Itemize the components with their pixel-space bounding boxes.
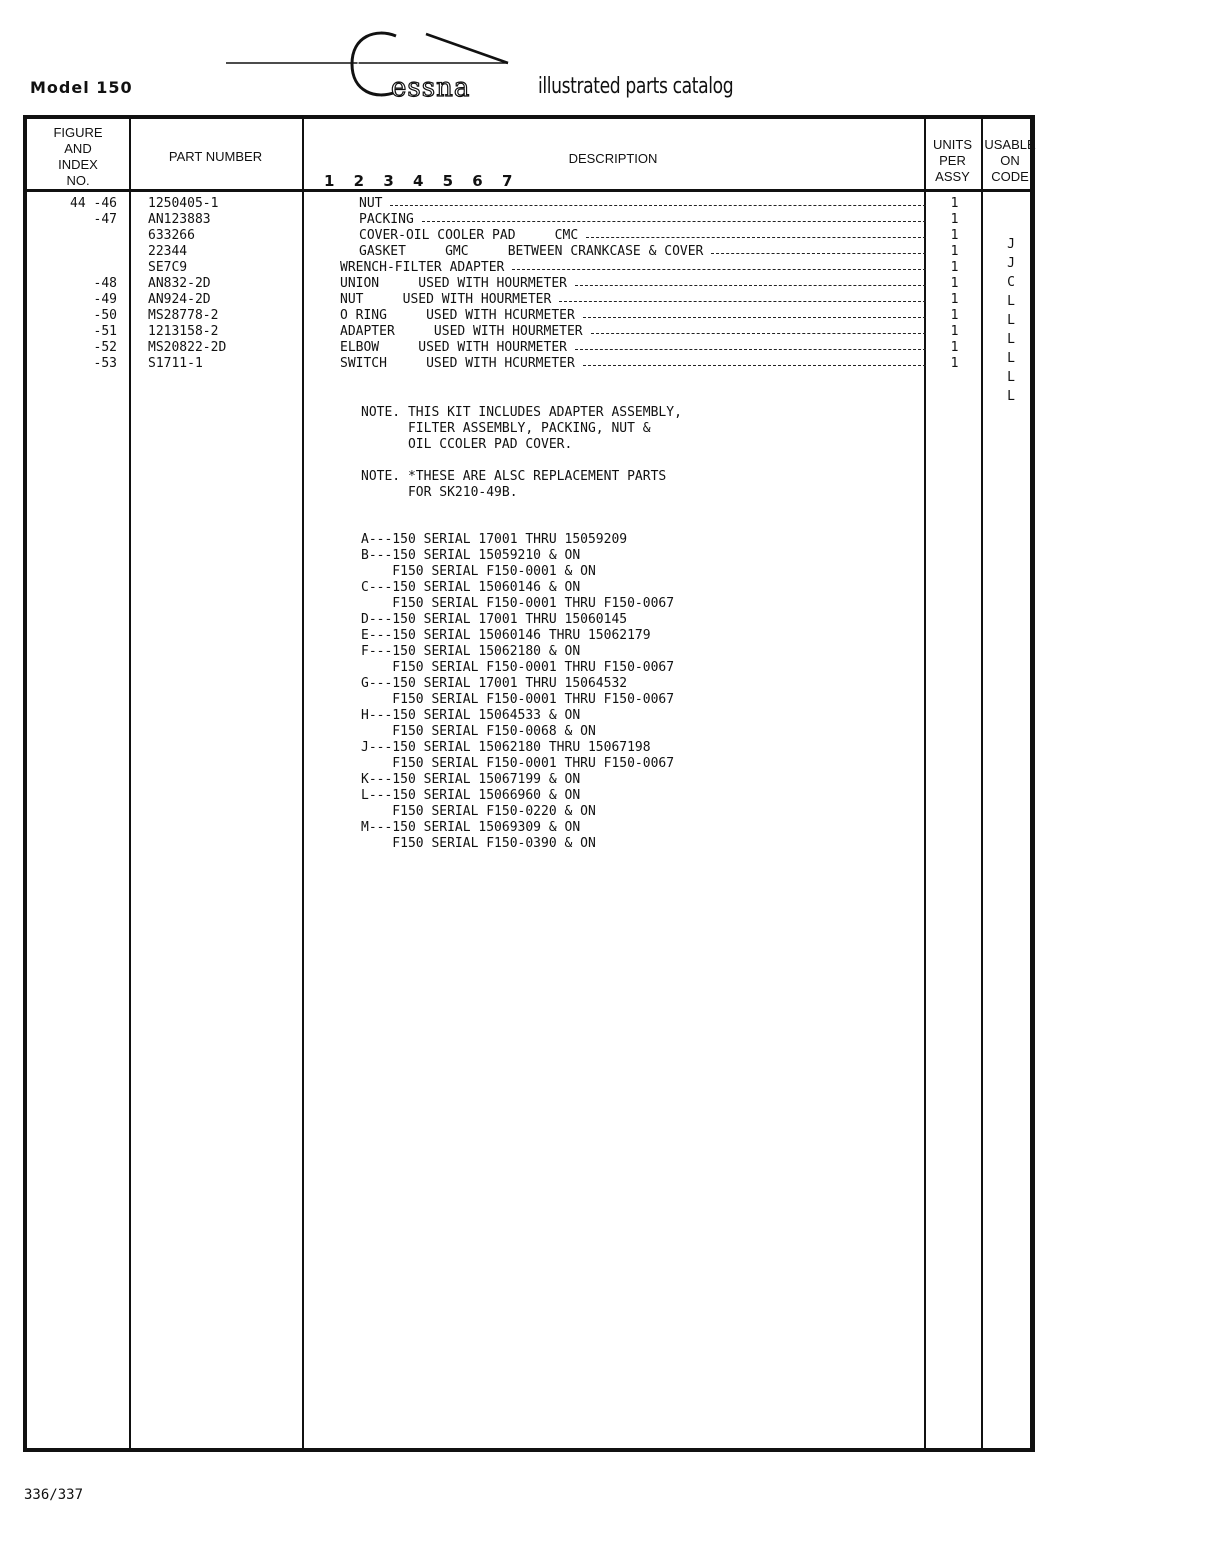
note (361, 405, 682, 453)
index-cell: -52 (93, 340, 117, 355)
leader-dashes (390, 205, 926, 206)
serial-code-line: C---150 SERIAL 15060146 & ON (361, 580, 581, 595)
leader-dashes (575, 285, 926, 286)
part-number-cell: 1250405-1 (148, 196, 219, 211)
description-text: O RING USED WITH HCURMETER (340, 308, 575, 323)
part-number-cell: MS28778-2 (148, 308, 219, 323)
units-cell: 1 (950, 228, 959, 243)
code-cell: J (1007, 256, 1015, 271)
code-cell: L (1007, 370, 1015, 385)
note-line: FILTER ASSEMBLY, PACKING, NUT & (361, 421, 651, 436)
part-number-cell: 1213158-2 (148, 324, 219, 339)
part-number-cell: AN123883 (148, 212, 211, 227)
note-line: NOTE. THIS KIT INCLUDES ADAPTER ASSEMBLY, (361, 405, 682, 420)
description-text: NUT (359, 196, 383, 211)
description-cell (340, 196, 926, 212)
leader-dashes (559, 301, 926, 302)
units-cell: 1 (950, 356, 959, 371)
leader-dashes (583, 365, 926, 366)
code-cell: J (1007, 237, 1015, 252)
description-column (340, 196, 926, 372)
description-text: PACKING (359, 212, 414, 227)
serial-code-line: M---150 SERIAL 15069309 & ON (361, 820, 581, 835)
code-cell: L (1007, 294, 1015, 309)
usable-header: USABLE ON CODE (984, 137, 1036, 184)
part-column (148, 196, 298, 372)
index-column (27, 196, 117, 372)
description-text: ADAPTER USED WITH HOURMETER (340, 324, 583, 339)
serial-code-line: F150 SERIAL F150-0001 & ON (361, 564, 596, 579)
index-cell: -50 (93, 308, 117, 323)
description-cell (340, 340, 926, 356)
part-number-cell: S1711-1 (148, 356, 203, 371)
part-number-cell: MS20822-2D (148, 340, 227, 355)
leader-dashes (583, 317, 926, 318)
description-cell (340, 276, 926, 292)
units-cell: 1 (950, 324, 959, 339)
serial-code-line: F150 SERIAL F150-0390 & ON (361, 836, 596, 851)
leader-dashes (512, 269, 926, 270)
index-cell: 44 -46 (70, 196, 117, 211)
description-cell (340, 212, 926, 228)
units-cell: 1 (950, 276, 959, 291)
code-column (983, 196, 1039, 405)
leader-dashes (711, 253, 926, 254)
description-text: GASKET GMC BETWEEN CRANKCASE & COVER (359, 244, 704, 259)
units-cell: 1 (950, 340, 959, 355)
serial-code-line: D---150 SERIAL 17001 THRU 15060145 (361, 612, 628, 627)
serial-code-line: B---150 SERIAL 15059210 & ON (361, 548, 581, 563)
index-cell: -53 (93, 356, 117, 371)
description-cell (340, 308, 926, 324)
page-number: 336/337 (24, 1487, 84, 1503)
note-line: NOTE. *THESE ARE ALSC REPLACEMENT PARTS (361, 469, 667, 484)
units-cell: 1 (950, 212, 959, 227)
description-text: UNION USED WITH HOURMETER (340, 276, 567, 291)
code-cell (983, 215, 1039, 234)
note (361, 469, 682, 501)
description-text: SWITCH USED WITH HCURMETER (340, 356, 575, 371)
index-cell (27, 260, 117, 276)
catalog-subtitle: illustrated parts catalog (538, 74, 734, 99)
serial-code-line: J---150 SERIAL 15062180 THRU 15067198 (361, 740, 651, 755)
serial-code-line: F150 SERIAL F150-0001 THRU F150-0067 (361, 692, 675, 707)
serial-code-line: F150 SERIAL F150-0001 THRU F150-0067 (361, 596, 675, 611)
description-cell (340, 228, 926, 244)
description-text: COVER-OIL COOLER PAD CMC (359, 228, 579, 243)
description-cell (340, 244, 926, 260)
serial-code-line: H---150 SERIAL 15064533 & ON (361, 708, 581, 723)
units-cell: 1 (950, 196, 959, 211)
units-cell: 1 (950, 260, 959, 275)
part-number-header: PART NUMBER (168, 149, 263, 164)
index-cell: -47 (93, 212, 117, 227)
units-cell: 1 (950, 308, 959, 323)
serial-code-line: F---150 SERIAL 15062180 & ON (361, 644, 581, 659)
code-cell: L (1007, 389, 1015, 404)
leader-dashes (591, 333, 926, 334)
units-cell: 1 (950, 292, 959, 307)
leader-dashes (586, 237, 926, 238)
note-line: FOR SK210-49B. (361, 485, 518, 500)
description-text: WRENCH-FILTER ADAPTER (340, 260, 505, 275)
description-cell (340, 324, 926, 340)
description-cell (340, 292, 926, 308)
description-header: DESCRIPTION (568, 151, 658, 166)
serial-code-line: L---150 SERIAL 15066960 & ON (361, 788, 581, 803)
leader-dashes (575, 349, 926, 350)
index-cell: -48 (93, 276, 117, 291)
part-number-cell: 633266 (148, 228, 195, 243)
part-number-cell: AN924-2D (148, 292, 211, 307)
header-rule (27, 189, 1030, 192)
cessna-logo (226, 26, 526, 106)
code-cell: L (1007, 332, 1015, 347)
part-number-cell: SE7C9 (148, 260, 188, 275)
units-header: UNITS PER ASSY (933, 137, 972, 184)
serial-code-line: G---150 SERIAL 17001 THRU 15064532 (361, 676, 628, 691)
code-cell (983, 196, 1039, 215)
divider-1 (129, 119, 131, 1448)
serial-code-line: F150 SERIAL F150-0068 & ON (361, 724, 596, 739)
model-label: Model 150 (30, 78, 133, 97)
serial-code-line: K---150 SERIAL 15067199 & ON (361, 772, 581, 787)
code-cell: C (1007, 275, 1015, 290)
description-text: ELBOW USED WITH HOURMETER (340, 340, 567, 355)
description-cell (340, 260, 926, 276)
serial-codes (361, 532, 674, 852)
serial-code-line: A---150 SERIAL 17001 THRU 15059209 (361, 532, 628, 547)
part-number-cell: 22344 (148, 244, 188, 259)
parts-table (23, 115, 1035, 1452)
part-number-cell: AN832-2D (148, 276, 211, 291)
serial-code-line: F150 SERIAL F150-0001 THRU F150-0067 (361, 756, 675, 771)
index-cell (27, 244, 117, 260)
code-cell: L (1007, 313, 1015, 328)
logo-wordmark: essna (391, 73, 471, 103)
divider-2 (302, 119, 304, 1448)
index-cell: -51 (93, 324, 117, 339)
serial-code-line: F150 SERIAL F150-0001 THRU F150-0067 (361, 660, 675, 675)
units-column (926, 196, 983, 372)
units-cell: 1 (950, 244, 959, 259)
leader-dashes (422, 221, 926, 222)
note-line: OIL CCOLER PAD COVER. (361, 437, 573, 452)
serial-code-line: E---150 SERIAL 15060146 THRU 15062179 (361, 628, 651, 643)
description-text: NUT USED WITH HOURMETER (340, 292, 552, 307)
notes-block (361, 405, 682, 517)
indent-levels: 1 2 3 4 5 6 7 (324, 172, 520, 190)
serial-code-line: F150 SERIAL F150-0220 & ON (361, 804, 596, 819)
figure-header: FIGURE AND INDEX NO. (53, 125, 103, 188)
code-cell: L (1007, 351, 1015, 366)
index-cell: -49 (93, 292, 117, 307)
description-cell (340, 356, 926, 372)
index-cell (27, 228, 117, 244)
